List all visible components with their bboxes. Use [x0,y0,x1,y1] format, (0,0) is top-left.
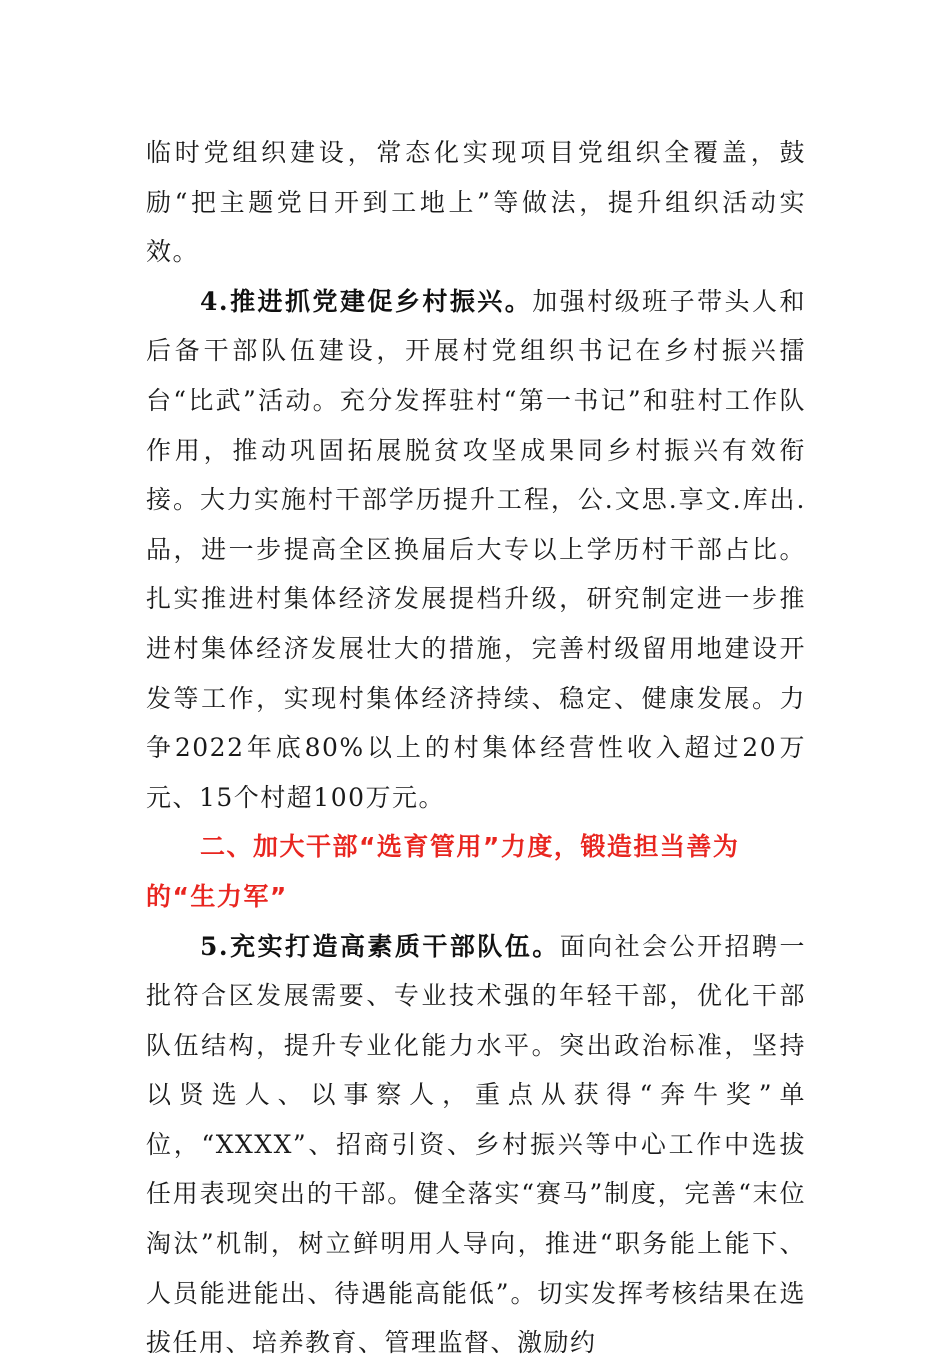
item-4-lead: 4.推进抓党建促乡村振兴。 [200,286,533,316]
paragraph-item-5 [146,922,806,1368]
paragraph-continued: 临时党组织建设，常态化实现项目党组织全覆盖，鼓励“把主题党日开到工地上”等做法，提升组织活动实效。 [146,138,806,267]
item-4-body: 加强村级班子带头人和后备干部队伍建设，开展村党组织书记在乡村振兴擂台“比武”活动。充分发挥驻村“第一书记”和驻村工作队作用，推动巩固拓展脱贫攻坚成果同乡村振兴有效衔接。大力实施村干部学历提升工程，公.文思.享文.库出.品，进一步提高全区换届后大专以上学历村干部占比。扎实推进村集体经济发展提档升级，研究制定进一步推进村集体经济发展壮大的措施，完善村级留用地建设开发等工作，实现村集体经济持续、稳定、健康发展。力争2022年底80%以上的村集体经营性收入超过20万元、15个村超100万元。 [146,286,806,812]
paragraph-item-4 [146,277,806,823]
item-5-body: 面向社会公开招聘一批符合区发展需要、专业技术强的年轻干部，优化干部队伍结构，提升专业化能力水平。突出政治标准，坚持以贤选人、以事察人，重点从获得“奔牛奖”单位，“XXXX”、招商引资、乡村振兴等中心工作中选拔任用表现突出的干部。健全落实“赛马”制度，完善“末位淘汰”机制，树立鲜明用人导向，推进“职务能上能下、人员能进能出、待遇能高能低”。切实发挥考核结果在选拔任用、培养教育、管理监督、激励约 [146,931,806,1358]
section-2-heading: 二、加大干部“选育管用”力度，锻造担当善为的“生力军” [146,832,740,911]
document-body [146,128,806,1368]
item-5-lead: 5.充实打造高素质干部队伍。 [200,931,560,961]
